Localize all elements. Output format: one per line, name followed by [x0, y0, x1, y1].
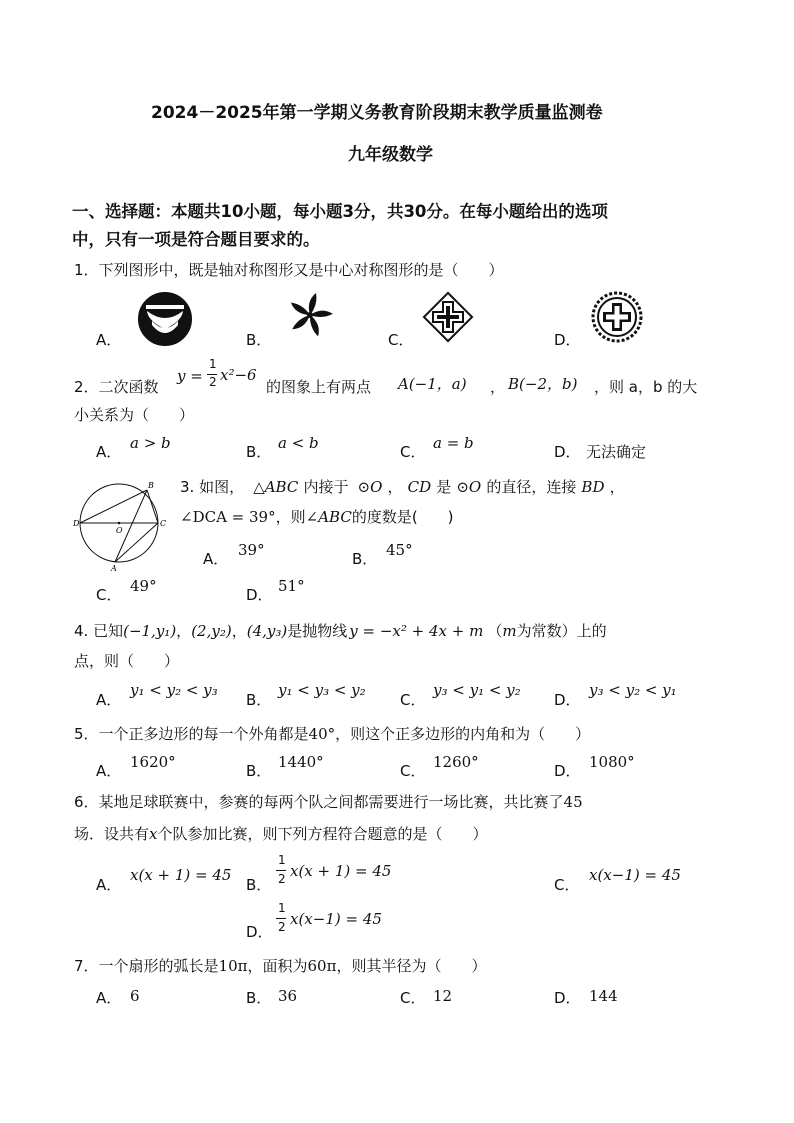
q1-option-d-label: D． [554, 331, 581, 349]
q6-stem-line2 [74, 823, 488, 844]
q4-point-1: (−1,y₁) [123, 622, 177, 640]
cross-tile-icon [421, 290, 475, 344]
q6-option-d-label: D． [246, 923, 273, 941]
q2-option-b-value: a < b [278, 434, 319, 452]
q5-option-c-label: C． [400, 762, 426, 780]
q7-option-c-label: C． [400, 989, 426, 1007]
q3-option-c-label: C． [96, 586, 122, 604]
q6-option-d-frac-bar [276, 918, 286, 919]
q6-option-d-frac-den: 2 [278, 920, 286, 934]
q5-option-c-value: 1260° [433, 753, 479, 771]
q7-post: ，则其半径为（ ） [336, 957, 487, 975]
q5-pre: 5．一个正多边形的每一个外角都是 [74, 725, 309, 743]
q3-label-o: O [116, 526, 123, 535]
q2-option-b-label: B． [246, 443, 272, 461]
q4-parabola: y = −x² + 4x + m [349, 622, 484, 640]
q7-arc: 10π [218, 957, 248, 975]
q7-option-d-label: D． [554, 989, 581, 1007]
q7-option-c-value: 12 [433, 987, 453, 1005]
section-heading-line2: 中，只有一项是符合题目要求的。 [72, 230, 320, 249]
q6-line2-pre: 场．设共有 [74, 825, 150, 843]
q4-m: m [502, 622, 517, 640]
q3-seg: ， [609, 478, 625, 496]
q6-option-c-value: x(x−1) = 45 [589, 866, 681, 884]
q2-option-d-value: 无法确定 [586, 443, 647, 461]
q3-option-d-label: D． [246, 586, 273, 604]
q7-stem [74, 955, 486, 976]
q2-y-equals: y = [177, 367, 203, 385]
q4-option-d-label: D． [554, 691, 581, 709]
q4-option-c-label: C． [400, 691, 426, 709]
q4-option-c-value: y₃ < y₁ < y₂ [433, 681, 521, 699]
q7-option-b-label: B． [246, 989, 272, 1007]
q7-pre: 7．一个扇形的弧长是 [74, 957, 219, 975]
q4-mid: 是抛物线 [287, 622, 348, 640]
q2-option-a-value: a > b [130, 434, 171, 452]
pinwheel-icon [285, 292, 335, 338]
q4-option-d-value: y₃ < y₂ < y₁ [589, 681, 677, 699]
q4-option-a-label: A． [96, 691, 122, 709]
q2-fraction-numerator: 1 [209, 357, 217, 371]
q3-label-d: D [73, 519, 80, 528]
q3-seg: 3. 如图， [180, 478, 245, 496]
q6-line2-post: 个队参加比赛，则下列方程符合题意的是（ ） [157, 825, 488, 843]
q5-option-a-value: 1620° [130, 753, 176, 771]
q1-option-c-label: C． [388, 331, 414, 349]
q4-prefix: 4. 已知 [74, 622, 124, 640]
q1-option-a-label: A． [96, 331, 122, 349]
q4-option-b-label: B． [246, 691, 272, 709]
section-heading-line1: 一、选择题：本题共10小题，每小题3分，共30分。在每小题给出的选项 [72, 202, 608, 221]
q4-option-b-value: y₁ < y₃ < y₂ [278, 681, 366, 699]
q2-stem-tail: ，则 a，b 的大 [594, 378, 698, 396]
q3-angle-asked: ∠ABC [305, 508, 352, 526]
q5-option-b-label: B． [246, 762, 272, 780]
q5-option-d-label: D． [554, 762, 581, 780]
q4-paren: （ [487, 622, 503, 640]
q2-stem-prefix: 2．二次函数 [74, 378, 159, 396]
q3-stem-line2 [180, 506, 454, 527]
q5-option-b-value: 1440° [278, 753, 324, 771]
q6-option-b-value: x(x + 1) = 45 [290, 862, 392, 880]
q3-circle-figure [72, 478, 172, 572]
q7-mid: ，面积为 [247, 957, 308, 975]
q3-option-b-label: B． [352, 550, 378, 568]
q6-line2-x: x [149, 825, 158, 843]
q7-area: 60π [307, 957, 337, 975]
q3-option-d-value: 51° [278, 577, 305, 595]
q2-separator: ， [490, 378, 506, 396]
q3-seg: ， [387, 478, 403, 496]
exam-title: 2024－2025年第一学期义务教育阶段期末教学质量监测卷 [151, 103, 603, 123]
q5-option-d-value: 1080° [589, 753, 635, 771]
q3-stem-line1 [180, 476, 625, 497]
q3-seg-math: ⊙O [456, 478, 482, 496]
q4-comma: ， [176, 622, 192, 640]
q3-stem-then: ，则 [275, 508, 306, 526]
q3-label-c: C [160, 519, 167, 528]
q2-expression: x²−6 [220, 366, 257, 384]
q7-option-a-label: A． [96, 989, 122, 1007]
q3-seg-math: ⊙O [357, 478, 383, 496]
q2-point-a: A(−1，a) [398, 375, 467, 393]
q3-seg: 是 [436, 478, 452, 496]
q4-const: 为常数）上的 [516, 622, 607, 640]
q2-fraction-denominator: 2 [209, 375, 217, 389]
q2-option-c-value: a = b [433, 434, 474, 452]
q3-seg-math: △ABC [253, 478, 299, 496]
q4-option-a-value: y₁ < y₂ < y₃ [130, 681, 218, 699]
q6-option-b-frac-num: 1 [278, 853, 286, 867]
q7-option-a-value: 6 [130, 987, 140, 1005]
q4-comma: ， [231, 622, 247, 640]
q6-line1-text: 6．某地足球联赛中，参赛的每两个队之间都需要进行一场比赛，共比赛了 [74, 793, 564, 811]
q2-stem-line2: 小关系为（ ） [74, 406, 195, 424]
q6-option-b-frac-den: 2 [278, 872, 286, 886]
q3-option-a-label: A． [203, 550, 229, 568]
q7-option-d-value: 144 [589, 987, 618, 1005]
wreath-cross-icon [588, 289, 646, 345]
q1-stem: 1．下列图形中，既是轴对称图形又是中心对称图形的是（ ） [74, 261, 504, 279]
exam-subtitle: 九年级数学 [348, 145, 433, 165]
q3-seg: 的直径，连接 [486, 478, 577, 496]
q5-post: ，则这个正多边形的内角和为（ ） [335, 725, 591, 743]
q3-seg: 内接于 [303, 478, 349, 496]
q3-option-c-value: 49° [130, 577, 157, 595]
q3-seg-math: BD [581, 478, 605, 496]
q3-label-b: B [148, 481, 154, 490]
q5-option-a-label: A． [96, 762, 122, 780]
q3-option-a-value: 39° [238, 541, 265, 559]
q3-option-b-value: 45° [386, 541, 413, 559]
q6-option-b-label: B． [246, 876, 272, 894]
crescent-emblem-icon [135, 291, 195, 347]
q2-option-d-label: D． [554, 443, 581, 461]
q6-option-a-label: A． [96, 876, 122, 894]
q4-stem-line1 [74, 620, 607, 641]
q3-angle-given: ∠DCA = 39° [180, 508, 276, 526]
q2-stem-mid: 的图象上有两点 [266, 378, 372, 396]
q6-option-a-value: x(x + 1) = 45 [130, 866, 232, 884]
q7-option-b-value: 36 [278, 987, 298, 1005]
q1-option-b-label: B． [246, 331, 272, 349]
q4-point-2: (2,y₂) [191, 622, 232, 640]
q6-option-c-label: C． [554, 876, 580, 894]
q2-option-c-label: C． [400, 443, 426, 461]
q5-stem [74, 723, 590, 744]
q2-option-a-label: A． [96, 443, 122, 461]
q6-option-d-value: x(x−1) = 45 [290, 910, 382, 928]
q3-stem-end: 的度数是( ) [351, 508, 454, 526]
q2-point-b: B(−2，b) [508, 375, 578, 393]
q6-stem-line1 [74, 791, 583, 812]
q6-line1-number: 45 [563, 793, 583, 811]
q6-option-b-frac-bar [276, 870, 286, 871]
q3-seg-math: CD [407, 478, 432, 496]
q4-point-3: (4,y₃) [246, 622, 288, 640]
q6-option-d-frac-num: 1 [278, 901, 286, 915]
q4-stem-line2: 点，则（ ） [74, 652, 180, 670]
q5-angle: 40° [308, 725, 336, 743]
q3-label-a: A [111, 564, 117, 573]
